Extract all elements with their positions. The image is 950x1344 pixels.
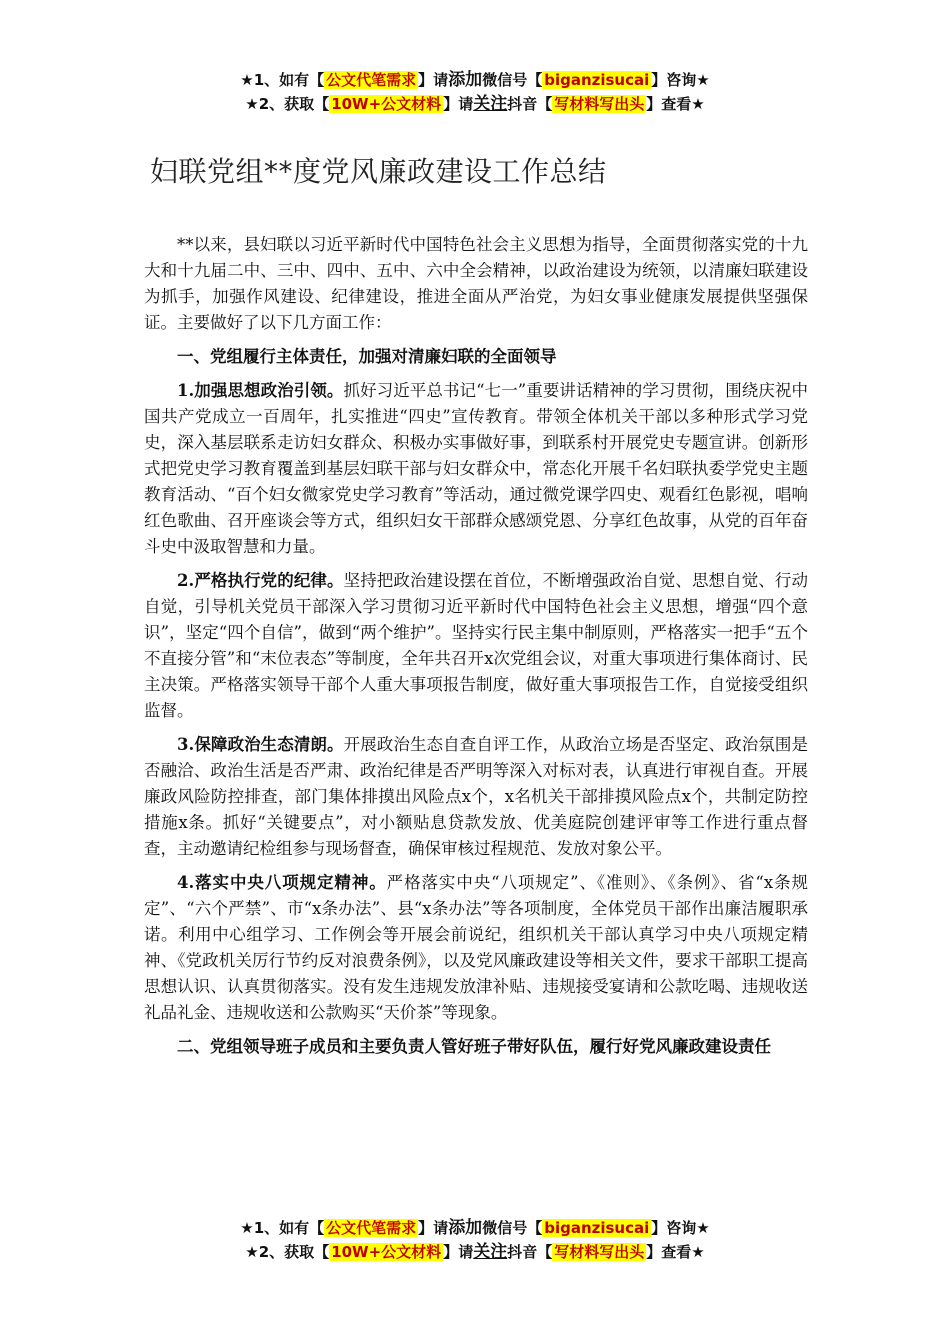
wechat-id: biganzisucai [544,71,650,89]
promo-line-1: ★1、如有【 公文代笔需求 】请添加微信号【 biganzisucai 】咨询★ [240,70,710,90]
douyin-id: 写材料写出头 [554,1243,645,1261]
highlight-text: 公文代笔需求 [326,71,417,89]
paragraph-4: 4.落实中央八项规定精神。严格落实中央“八项规定”、《准则》、《条例》、省“x条规定”、“六个严禁”、市“x条办法”、县“x条办法”等各项制度，全体党员干部作出廉洁履职承诺。利用中心组学习、工作例会等开展会前说纪，组织机关干部认真学习中央八项规定精神、《党政机关厉行节约反对浪费条例》，以及党风廉政建设等相关文件，要求干部职工提高思想认识、认真贯彻落实。没有发生违规发放津补贴、违规接受宴请和公款吃喝、违规收送礼品礼金、违规收送和公款购买“天价茶”等现象。 [144,873,808,1022]
wechat-id: biganzisucai [544,1219,650,1237]
promo-line-1: ★1、如有【 公文代笔需求 】请添加微信号【 biganzisucai 】咨询★ [240,1218,710,1238]
promo-line-2: ★2、获取【 10W+公文材料 】请关注抖音【 写材料写出头 】查看★ [245,94,705,114]
paragraph-lead: 2.严格执行党的纪律。 [177,571,344,590]
highlight-text: 10W+公文材料 [331,95,442,113]
document-title: 妇联党组**度党风廉政建设工作总结 [150,155,607,188]
promo-banner-bottom [0,1216,950,1264]
paragraph-3: 3.保障政治生态清朗。开展政治生态自查自评工作，从政治立场是否坚定、政治氛围是否融洽、政治生活是否严肃、政治纪律是否严明等深入对标对表，认真进行审视自查。开展廉政风险防控排查，部门集体排摸出风险点x个，x名机关干部排摸风险点x个，共制定防控措施x条。抓好“关键要点”，对小额贴息贷款发放、优美庭院创建评审等工作进行重点督查，主动邀请纪检组参与现场督查，确保审核过程规范、发放对象公平。 [144,735,808,858]
paragraph-lead: 4.落实中央八项规定精神。 [177,873,387,892]
highlight-text: 公文代笔需求 [326,1219,417,1237]
paragraph-2: 2.严格执行党的纪律。坚持把政治建设摆在首位，不断增强政治自觉、思想自觉、行动自觉，引导机关党员干部深入学习贯彻习近平新时代中国特色社会主义思想，增强“四个意识”，坚定“四个自信”，做到“两个维护”。坚持实行民主集中制原则，严格落实一把手“五个不直接分管”和“末位表态”等制度，全年共召开x次党组会议，对重大事项进行集体商讨、民主决策。严格落实领导干部个人重大事项报告制度，做好重大事项报告工作，自觉接受组织监督。 [144,571,808,720]
highlight-text: 10W+公文材料 [331,1243,442,1261]
douyin-id: 写材料写出头 [554,95,645,113]
intro-paragraph: **以来，县妇联以习近平新时代中国特色社会主义思想为指导，全面贯彻落实党的十九大和十九届二中、三中、四中、五中、六中全会精神，以政治建设为统领，以清廉妇联建设为抓手，加强作风建设、纪律建设，推进全面从严治党，为妇女事业健康发展提供坚强保证。主要做好了以下几方面工作： [144,235,808,332]
section-heading-1: 一、党组履行主体责任，加强对清廉妇联的全面领导 [177,347,557,366]
document-body [144,232,808,1068]
section-heading-2: 二、党组领导班子成员和主要负责人管好班子带好队伍，履行好党风廉政建设责任 [177,1037,771,1056]
paragraph-1: 1.加强思想政治引领。抓好习近平总书记“七一”重要讲话精神的学习贯彻，围绕庆祝中国共产党成立一百周年，扎实推进“四史”宣传教育。带领全体机关干部以多种形式学习党史，深入基层联系走访妇女群众、积极办实事做好事，到联系村开展党史专题宣讲。创新形式把党史学习教育覆盖到基层妇联干部与妇女群众中，常态化开展千名妇联执委学党史主题教育活动、“百个妇女微家党史学习教育”等活动，通过微党课学四史、观看红色影视，唱响红色歌曲、召开座谈会等方式，组织妇女干部群众感颂党恩、分享红色故事，从党的百年奋斗史中汲取智慧和力量。 [144,381,809,556]
promo-line-2: ★2、获取【 10W+公文材料 】请关注抖音【 写材料写出头 】查看★ [245,1242,705,1262]
paragraph-lead: 1.加强思想政治引领。 [177,381,344,400]
paragraph-lead: 3.保障政治生态清朗。 [177,735,344,754]
promo-banner-top [0,68,950,116]
